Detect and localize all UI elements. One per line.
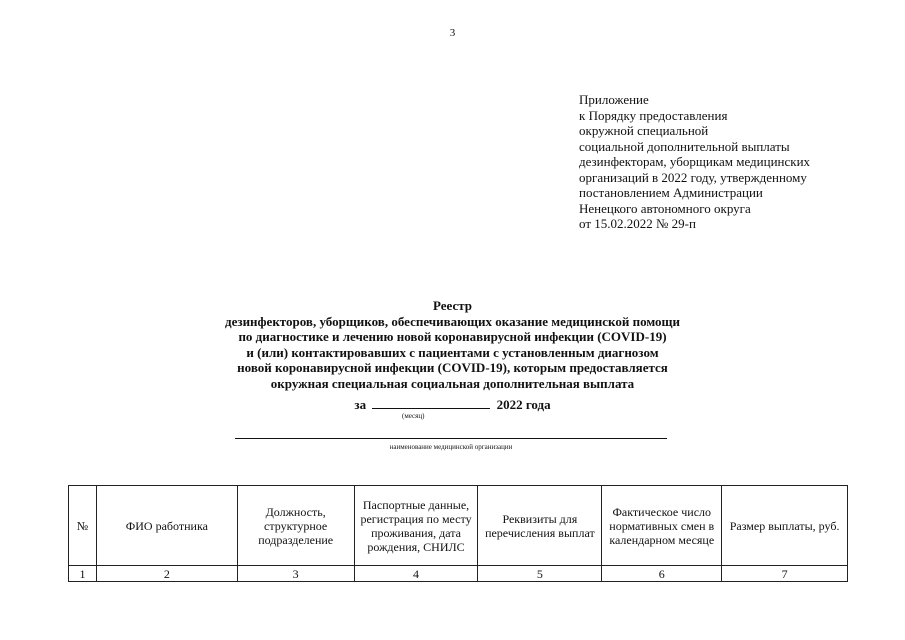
column-number-cell: 7 — [722, 566, 848, 582]
appendix-line: к Порядку предоставления — [579, 107, 728, 123]
page-number: 3 — [449, 27, 456, 39]
column-header-position: Должность, структурное подразделение — [237, 486, 354, 566]
month-blank-field[interactable] — [372, 396, 490, 409]
appendix-note — [579, 92, 879, 232]
column-header-name: ФИО работника — [96, 486, 237, 566]
title-line: дезинфекторов, уборщиков, обеспечивающих оказание медицинской помощи — [225, 313, 680, 329]
title-line: окружная специальная социальная дополнительная выплата — [270, 375, 635, 391]
organization-caption: наименование медицинской организации — [389, 443, 513, 451]
column-header-amount: Размер выплаты, руб. — [722, 486, 848, 566]
appendix-line: Приложение — [579, 92, 649, 107]
appendix-line: постановлением Администрации — [579, 185, 763, 200]
title-line: новой коронавирусной инфекции (COVID-19), которым предоставляется — [237, 360, 668, 375]
appendix-line: Ненецкого автономного округа — [579, 200, 751, 216]
column-number-cell: 2 — [96, 566, 237, 582]
document-title — [120, 298, 785, 391]
appendix-line: социальной дополнительной выплаты — [579, 138, 790, 154]
appendix-line: от 15.02.2022 № 29-п — [579, 216, 696, 231]
table-row — [69, 566, 848, 582]
organization-blank-field[interactable] — [235, 438, 667, 439]
column-header-number: № — [69, 486, 97, 566]
column-number-cell: 1 — [69, 566, 97, 582]
registry-table — [68, 485, 848, 582]
period-prefix: за — [354, 397, 367, 412]
title-line: и (или) контактировавших с пациентами с установленным диагнозом — [246, 344, 659, 360]
month-caption: (месяц) — [402, 412, 425, 420]
column-header-requisites: Реквизиты для перечисления выплат — [478, 486, 602, 566]
appendix-line: организаций в 2022 году, утвержденному — [579, 169, 807, 185]
column-number-cell: 6 — [602, 566, 722, 582]
column-number-cell: 4 — [354, 566, 478, 582]
period-line — [0, 396, 905, 413]
column-header-shifts: Фактическое число нормативных смен в календарном месяце — [602, 486, 722, 566]
title-line: по диагностике и лечению новой коронавирусной инфекции (COVID-19) — [238, 329, 667, 344]
column-number-cell: 5 — [478, 566, 602, 582]
column-header-passport: Паспортные данные, регистрация по месту проживания, дата рождения, СНИЛС — [354, 486, 478, 566]
column-number-cell: 3 — [237, 566, 354, 582]
table-header-row — [69, 486, 848, 566]
title-line: Реестр — [432, 298, 472, 313]
period-suffix: 2022 года — [496, 397, 551, 412]
appendix-line: дезинфекторам, уборщикам медицинских — [579, 154, 811, 169]
appendix-line: окружной специальной — [579, 123, 709, 138]
